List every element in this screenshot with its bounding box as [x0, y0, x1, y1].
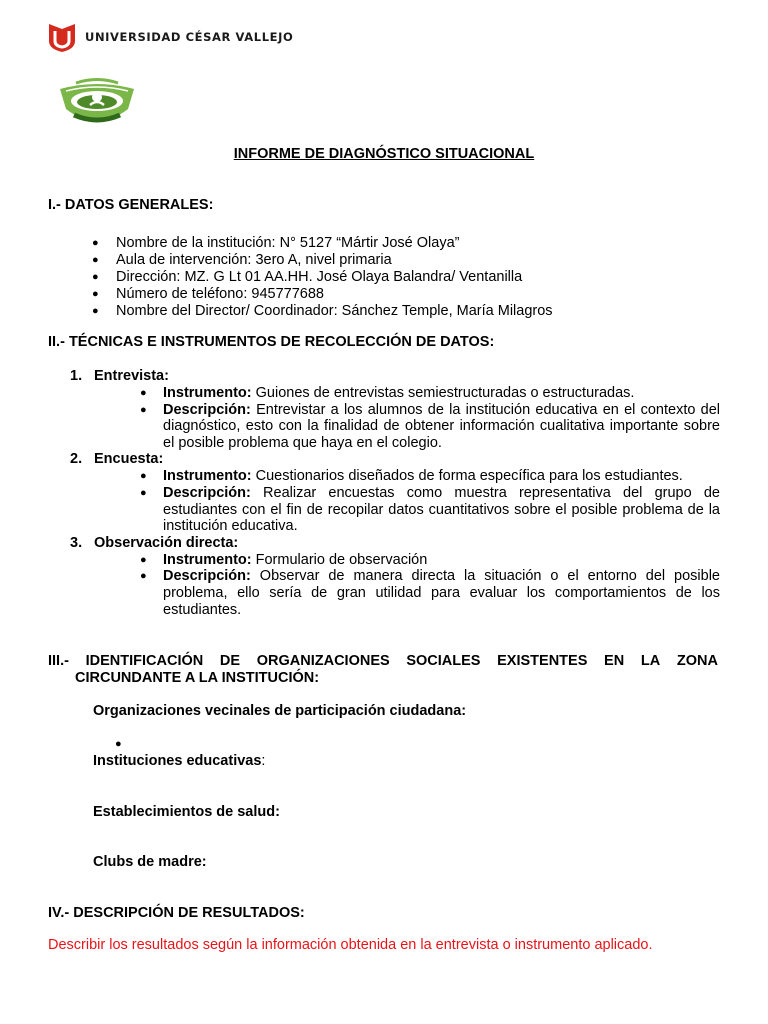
list-item: ● Dirección: MZ. G Lt 01 AA.HH. José Olaya Balandra/ Ventanilla: [92, 269, 732, 286]
method-observation: [70, 535, 720, 618]
subheading-educativas: Instituciones educativas:: [93, 753, 266, 769]
document-title: INFORME DE DIAGNÓSTICO SITUACIONAL: [233, 146, 535, 162]
method-name: Entrevista:: [94, 368, 169, 384]
section-3-heading-line2: CIRCUNDANTE A LA INSTITUCIÓN:: [75, 670, 320, 686]
list-item: ● Número de teléfono: 945777688: [92, 286, 732, 303]
university-header: [48, 20, 293, 54]
general-data-list: [92, 235, 732, 320]
description-item: ● Descripción: Entrevistar a los alumnos de la institución educativa en el contexto del diagnóstico, esto con la finalidad de obtener información cualitativa importante sobre el posible problema que haya en el colegio.: [140, 402, 720, 452]
ucv-logo-icon: [48, 21, 76, 53]
method-interview: [70, 368, 720, 451]
method-number: 2.: [70, 451, 83, 468]
empty-bullet: ●: [115, 738, 122, 750]
section-3-heading-line1: III.- IDENTIFICACIÓN DE ORGANIZACIONES SOCIALES EXISTENTES EN LA ZONA: [48, 653, 718, 669]
section-3-heading: [48, 653, 718, 687]
instrument-item: ● Instrumento: Guiones de entrevistas semiestructuradas o estructuradas.: [140, 385, 720, 402]
instrument-item: ● Instrumento: Formulario de observación: [140, 552, 720, 569]
method-number: 3.: [70, 534, 83, 551]
method-name: Encuesta:: [94, 451, 164, 468]
list-item: ● Nombre de la institución: N° 5127 “Mártir José Olaya”: [92, 235, 732, 252]
subheading-clubs: Clubs de madre:: [93, 854, 207, 870]
section-4-heading: IV.- DESCRIPCIÓN DE RESULTADOS:: [48, 905, 305, 921]
list-item: ● Nombre del Director/ Coordinador: Sánchez Temple, María Milagros: [92, 303, 732, 320]
section-2-heading: II.- TÉCNICAS E INSTRUMENTOS DE RECOLECCIÓN DE DATOS:: [48, 334, 495, 350]
description-item: ● Descripción: Realizar encuestas como muestra representativa del grupo de estudiantes con el fin de recopilar datos cuantitativos sobre el posible problema de la institución educativa.: [140, 485, 720, 535]
method-number: 1.: [70, 368, 83, 384]
instrument-item: ● Instrumento: Cuestionarios diseñados de forma específica para los estudiantes.: [140, 468, 720, 485]
method-survey: [70, 451, 720, 534]
accreditation-seal-icon: [56, 75, 138, 131]
list-item: ● Aula de intervención: 3ero A, nivel primaria: [92, 252, 732, 269]
results-instruction: Describir los resultados según la información obtenida en la entrevista o instrumento aplicado.: [48, 937, 653, 953]
university-name: UNIVERSIDAD CÉSAR VALLEJO: [85, 30, 294, 44]
subheading-vecinales: Organizaciones vecinales de participación ciudadana:: [93, 703, 467, 719]
description-item: ● Descripción: Observar de manera directa la situación o el entorno del posible problema, ello sería de gran utilidad para evaluar los comportamientos de los estudiantes.: [140, 568, 720, 618]
section-1-heading: I.- DATOS GENERALES:: [48, 197, 214, 213]
methods-list: [70, 368, 720, 618]
method-name: Observación directa:: [94, 534, 239, 551]
subheading-salud: Establecimientos de salud:: [93, 804, 280, 820]
